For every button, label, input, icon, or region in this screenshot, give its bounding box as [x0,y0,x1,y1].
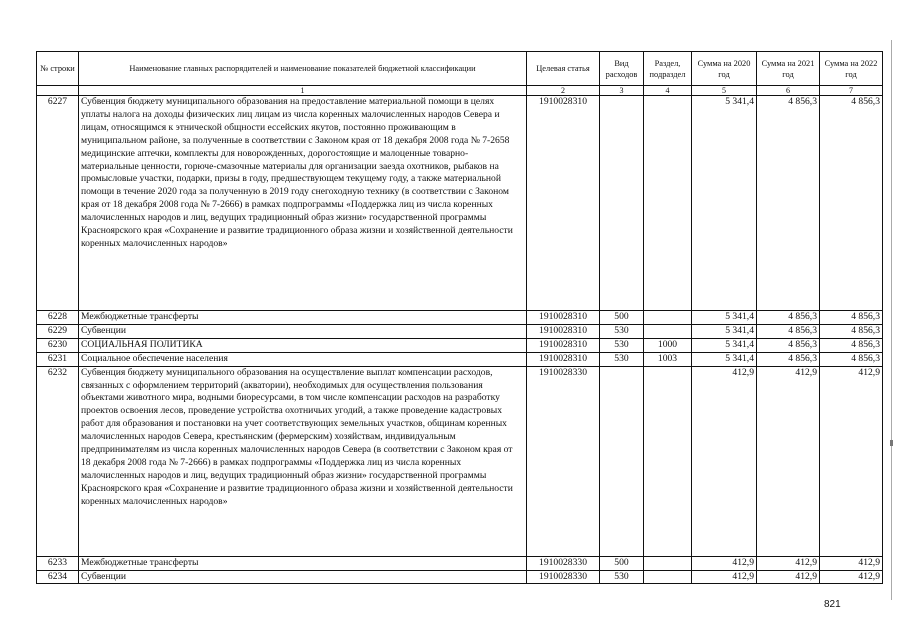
row-sum-2021: 4 856,3 [757,324,820,338]
row-target: 1910028310 [527,338,600,352]
row-section [644,556,692,570]
row-type [600,366,644,556]
table-row [37,96,883,311]
row-type: 530 [600,570,644,584]
row-type: 500 [600,556,644,570]
row-type [600,96,644,311]
header-sum-2021: Сумма на 2021 год [757,52,820,86]
row-name: Субвенции [79,570,527,584]
header-section: Раздел, подраздел [644,52,692,86]
table-row [37,352,883,366]
budget-table [36,51,883,584]
row-target: 1910028330 [527,556,600,570]
row-sum-2020: 412,9 [692,366,757,556]
row-name: Субвенции [79,324,527,338]
column-number [37,86,79,96]
row-number: 6233 [37,556,79,570]
row-section [644,311,692,325]
row-target: 1910028310 [527,96,600,311]
header-sum-2020: Сумма на 2020 год [692,52,757,86]
row-name: СОЦИАЛЬНАЯ ПОЛИТИКА [79,338,527,352]
row-sum-2022: 4 856,3 [820,324,883,338]
scan-mark [890,440,893,446]
row-section [644,570,692,584]
row-target: 1910028310 [527,324,600,338]
scan-edge-line [891,40,892,600]
row-sum-2022: 4 856,3 [820,338,883,352]
header-sum-2022: Сумма на 2022 год [820,52,883,86]
row-sum-2022: 4 856,3 [820,352,883,366]
row-section [644,366,692,556]
column-number: 4 [644,86,692,96]
row-section [644,324,692,338]
row-sum-2022: 4 856,3 [820,96,883,311]
row-target: 1910028330 [527,366,600,556]
row-sum-2021: 4 856,3 [757,96,820,311]
row-section: 1003 [644,352,692,366]
row-type: 530 [600,352,644,366]
row-sum-2021: 4 856,3 [757,352,820,366]
row-number: 6232 [37,366,79,556]
row-sum-2021: 4 856,3 [757,311,820,325]
header-name: Наименование главных распорядителей и наименование показателей бюджетной классификации [79,52,527,86]
row-target: 1910028310 [527,311,600,325]
column-number: 3 [600,86,644,96]
row-number: 6227 [37,96,79,311]
row-type: 530 [600,338,644,352]
table-row [37,366,883,556]
header-row-no: № строки [37,52,79,86]
header-type: Вид расходов [600,52,644,86]
row-sum-2021: 412,9 [757,556,820,570]
column-number: 5 [692,86,757,96]
row-sum-2021: 412,9 [757,366,820,556]
row-sum-2020: 5 341,4 [692,338,757,352]
row-target: 1910028330 [527,570,600,584]
row-sum-2020: 412,9 [692,570,757,584]
row-sum-2022: 4 856,3 [820,311,883,325]
table-row [37,570,883,584]
row-section [644,96,692,311]
header-row [37,52,883,86]
column-number: 1 [79,86,527,96]
table-row [37,324,883,338]
row-sum-2021: 4 856,3 [757,338,820,352]
row-sum-2020: 5 341,4 [692,352,757,366]
row-sum-2022: 412,9 [820,570,883,584]
row-sum-2020: 5 341,4 [692,96,757,311]
row-sum-2021: 412,9 [757,570,820,584]
row-name: Субвенция бюджету муниципального образования на осуществление выплат компенсации расходов, связанных с оформлением территорий (акватории), необходимых для осуществления пользования объектами животного мира, водными биоресурсами, в том числе компенсации расходов на разработку проектов освоения лесов, проведение устройства охотничьих угодий, а также проведение кадастровых работ для образования и постановки на учет соответствующих земельных участков, общинам коренных малочисленных народов Севера, крестьянским (фермерским) хозяйствам, индивидуальным предпринимателям из числа коренных малочисленных народов Севера (в соответствии с Законом края от 18 декабря 2008 года № 7-2666) в рамках подпрограммы «Поддержка лиц из числа коренных малочисленных народов и лиц, ведущих традиционный образ жизни» государственной программы Красноярского края «Сохранение и развитие традиционного образа жизни и хозяйственной деятельности коренных малочисленных народов» [79,366,527,556]
page-number: 821 [824,599,841,610]
row-number: 6231 [37,352,79,366]
row-number: 6229 [37,324,79,338]
table-row [37,338,883,352]
column-number: 6 [757,86,820,96]
column-number: 7 [820,86,883,96]
row-type: 530 [600,324,644,338]
row-target: 1910028310 [527,352,600,366]
row-sum-2022: 412,9 [820,556,883,570]
column-number-row [37,86,883,96]
row-name: Социальное обеспечение населения [79,352,527,366]
row-sum-2020: 412,9 [692,556,757,570]
row-name: Субвенция бюджету муниципального образования на предоставление материальной помощи в целях уплаты налога на доходы физических лиц лицам из числа коренных малочисленных народов Севера и лицам, относящимся к этнической общности ессейских якутов, постоянно проживающим в муниципальном районе, за полученные в соответствии с Законом края от 18 декабря 2008 года № 7-2658 медицинские аптечки, комплекты для новорожденных, дорогостоящие и малоценные товарно-материальные ценности, горюче-смазочные материалы для организации заезда охотников, рыбаков на промысловые участки, подарки, призы в году, предшествующем текущему году, а также материальной помощи в течение 2020 года за полученную в 2019 году снегоходную технику (в соответствии с Законом края от 18 декабря 2008 года № 7-2666) в рамках подпрограммы «Поддержка лиц из числа коренных малочисленных народов и лиц, ведущих традиционный образ жизни» государственной программы Красноярского края «Сохранение и развитие традиционного образа жизни и хозяйственной деятельности коренных малочисленных народов» [79,96,527,311]
row-number: 6230 [37,338,79,352]
row-number: 6228 [37,311,79,325]
row-name: Межбюджетные трансферты [79,556,527,570]
row-sum-2020: 5 341,4 [692,324,757,338]
table-row [37,556,883,570]
header-target: Целевая статья [527,52,600,86]
row-sum-2020: 5 341,4 [692,311,757,325]
row-type: 500 [600,311,644,325]
row-number: 6234 [37,570,79,584]
row-sum-2022: 412,9 [820,366,883,556]
table-row [37,311,883,325]
column-number: 2 [527,86,600,96]
row-section: 1000 [644,338,692,352]
row-name: Межбюджетные трансферты [79,311,527,325]
